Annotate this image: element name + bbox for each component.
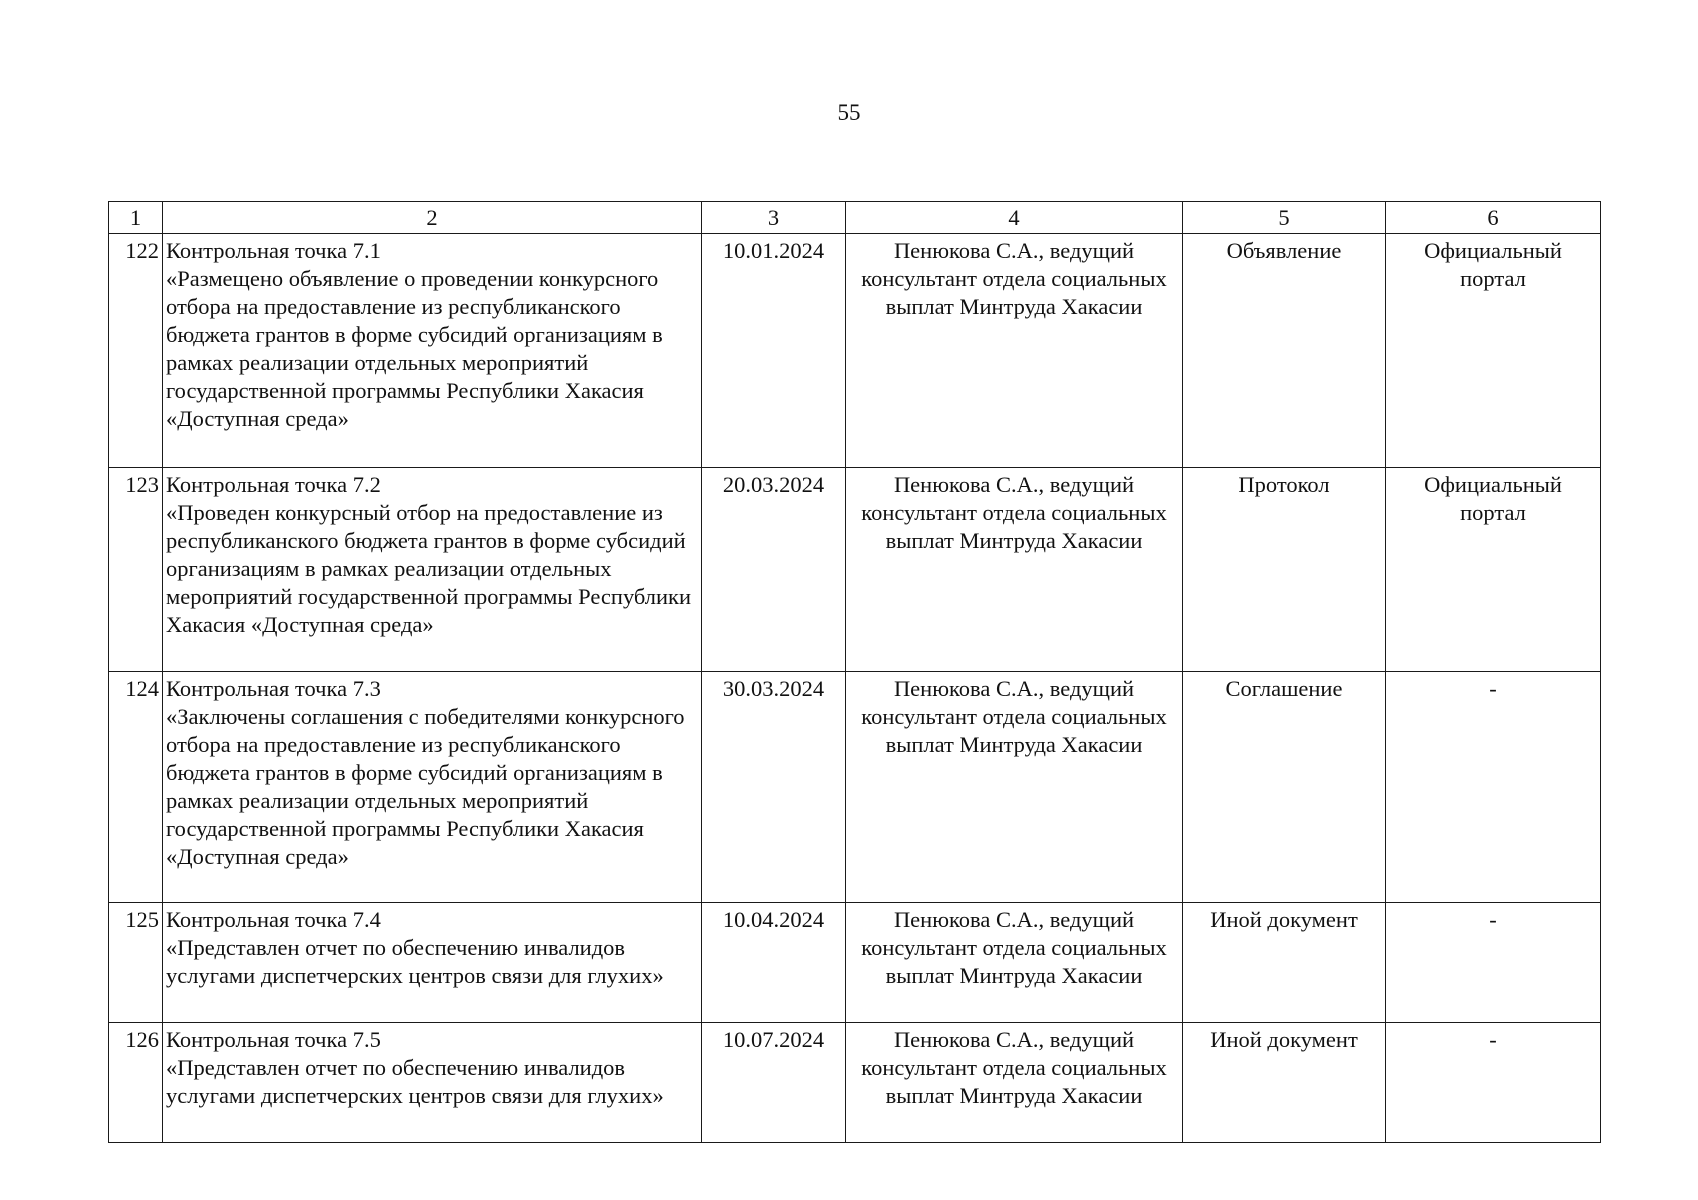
row-number: 124	[109, 672, 163, 903]
control-point-title: Контрольная точка 7.1	[166, 238, 381, 263]
table-row	[109, 468, 1601, 672]
row-number: 125	[109, 903, 163, 1023]
deadline-date: 10.07.2024	[702, 1023, 846, 1143]
control-point-cell	[163, 468, 702, 672]
document-type: Объявление	[1183, 234, 1386, 468]
control-point-description: «Заключены соглашения с победителями конкурсного отбора на предоставление из республиканского бюджета грантов в форме субсидий организациям в рамках реализации отдельных мероприятий государственной программы Республики Хакасия «Доступная среда»	[166, 704, 685, 869]
control-point-description: «Размещено объявление о проведении конкурсного отбора на предоставление из республиканского бюджета грантов в форме субсидий организациям в рамках реализации отдельных мероприятий государственной программы Республики Хакасия «Доступная среда»	[166, 266, 663, 431]
deadline-date: 10.04.2024	[702, 903, 846, 1023]
document-type: Иной документ	[1183, 903, 1386, 1023]
deadline-date: 10.01.2024	[702, 234, 846, 468]
control-point-description: «Проведен конкурсный отбор на предоставление из республиканского бюджета грантов в форме субсидий организациям в рамках реализации отдельных мероприятий государственной программы Республики Хакасия «Доступная среда»	[166, 500, 692, 637]
row-number: 123	[109, 468, 163, 672]
table-row	[109, 1023, 1601, 1143]
column-header: 3	[702, 202, 846, 234]
document-type: Иной документ	[1183, 1023, 1386, 1143]
control-point-title: Контрольная точка 7.5	[166, 1027, 381, 1052]
placement: -	[1386, 1023, 1601, 1143]
control-point-cell	[163, 672, 702, 903]
column-header: 1	[109, 202, 163, 234]
table-header-row	[109, 202, 1601, 234]
control-point-title: Контрольная точка 7.2	[166, 472, 381, 497]
column-header: 4	[846, 202, 1183, 234]
document-type: Соглашение	[1183, 672, 1386, 903]
deadline-date: 30.03.2024	[702, 672, 846, 903]
column-header: 2	[163, 202, 702, 234]
row-number: 122	[109, 234, 163, 468]
page-number: 55	[837, 100, 861, 125]
column-header: 5	[1183, 202, 1386, 234]
document-type: Протокол	[1183, 468, 1386, 672]
placement: -	[1386, 672, 1601, 903]
deadline-date: 20.03.2024	[702, 468, 846, 672]
placement: Официальный портал	[1386, 468, 1601, 672]
placement: -	[1386, 903, 1601, 1023]
control-point-title: Контрольная точка 7.4	[166, 907, 381, 932]
control-point-cell	[163, 234, 702, 468]
responsible-person: Пенюкова С.А., ведущий консультант отдела социальных выплат Минтруда Хакасии	[846, 468, 1183, 672]
table-row	[109, 672, 1601, 903]
responsible-person: Пенюкова С.А., ведущий консультант отдела социальных выплат Минтруда Хакасии	[846, 672, 1183, 903]
column-header: 6	[1386, 202, 1601, 234]
control-point-cell	[163, 1023, 702, 1143]
responsible-person: Пенюкова С.А., ведущий консультант отдела социальных выплат Минтруда Хакасии	[846, 1023, 1183, 1143]
responsible-person: Пенюкова С.А., ведущий консультант отдела социальных выплат Минтруда Хакасии	[846, 234, 1183, 468]
control-points-table	[108, 201, 1601, 1143]
table-row	[109, 234, 1601, 468]
table-row	[109, 903, 1601, 1023]
row-number: 126	[109, 1023, 163, 1143]
control-point-title: Контрольная точка 7.3	[166, 676, 381, 701]
responsible-person: Пенюкова С.А., ведущий консультант отдела социальных выплат Минтруда Хакасии	[846, 903, 1183, 1023]
control-point-cell	[163, 903, 702, 1023]
control-point-description: «Представлен отчет по обеспечению инвалидов услугами диспетчерских центров связи для глухих»	[166, 1055, 664, 1108]
placement: Официальный портал	[1386, 234, 1601, 468]
control-point-description: «Представлен отчет по обеспечению инвалидов услугами диспетчерских центров связи для глухих»	[166, 935, 664, 988]
